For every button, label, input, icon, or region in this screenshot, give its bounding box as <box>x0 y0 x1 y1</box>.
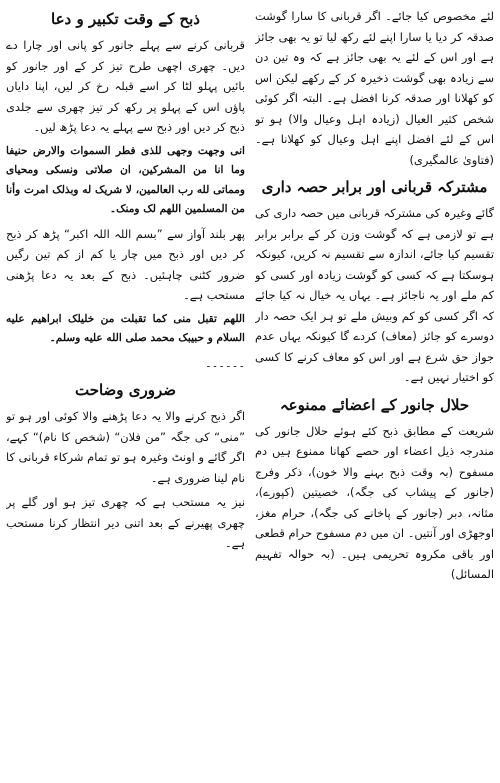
dua-before-zabh: انی وجهت وجهی للذی فطر السموات والارض حنیفا وما انا من المشرکین، ان صلاتی ونسکی ومحیای ومماتی لله رب العالمین، لا شریک له وبذلک امرت وأنا من المسلمین اللهم لک ومنک۔ <box>6 144 245 215</box>
left-column <box>6 6 245 779</box>
paragraph-name-of-owner: اگر ذبح کرنے والا یہ دعا پڑھنے والا کوئی اور ہو تو ”منی“ کی جگہ ”من فلان“ (شخص کا نام)“ کہے، اگر گائے و اونٹ وغیرہ ہو تو تمام شرکاء قربانی کا نام لینا ضروری ہے۔ <box>6 409 245 485</box>
paragraph-forbidden-parts: شریعت کے مطابق ذبح کئے ہوئے حلال جانور کی مندرجہ ذیل اعضاء اور حصے کھانا ممنوع ہیں دم مسفوح (بہ وقت ذبح بہنے والا خون)، ذکر وفرج (جانور کے پیشاب کی جگہ)، خصیتین (کپورے)، مثانہ، دبر (جانور کے پاخانے کی جگہ)، حرام مغز، اوجھڑی اور آنتیں۔ ان میں دم مسفوح حرام قطعی اور باقی مکروہ تحریمی ہیں۔ (بہ حوالہ تفہیم المسائل) <box>255 423 494 581</box>
paragraph-sharp-knife: نیز یہ مستحب ہے کہ چھری تیز ہو اور گلے پر چھری پھیرنے کے بعد اتنی دیر انتظار کرنا مستحب ہے۔ <box>6 495 245 550</box>
heading-forbidden-organs: حلال جانور کے اعضائے ممنوعہ <box>279 395 470 414</box>
paragraph-before-zabh: قربانی کرنے سے پہلے جانور کو پانی اور چارا دے دیں۔ چھری اچھی طرح تیز کر کے اور جانور کو بائیں پہلو لٹا کر اسے قبلہ رخ کر لیں، اپنا دایاں پاؤں اس کے پہلو پر رکھ کر تیز چھری سے جلدی ذبح کر دیں اور ذبح سے پہلے یہ دعا پڑھ لیں۔ <box>6 38 245 134</box>
right-column <box>255 6 494 779</box>
heading-zabh-takbeer-dua: ذبح کے وقت تکبیر و دعا <box>51 10 200 28</box>
paragraph-meat-distribution: لئے مخصوص کیا جائے۔ اگر قربانی کا سارا گوشت صدقہ کر دیا یا سارا اپنے لئے رکھ لیا تو یہ بھی جائز ہے اور اس کے لئے یہ بھی جائز ہے کہ وہ تین دن سے زیادہ بھی گوشت ذخیرہ کر کے رکھے لیکن اس کو کھلانا اور صدقہ کرنا افضل ہے۔ البتہ اگر کوئی شخص کثیر العیال (زیادہ اہل وعیال والا) ہو تو اس کے لئے افضل اپنے اہل وعیال کو کھلانا ہے۔ (فتاویٰ عالمگیری) <box>255 9 494 167</box>
heading-zaroori-wazahat: ضروری وضاحت <box>74 381 176 399</box>
dua-ellipsis: ۔۔۔۔۔۔ <box>204 355 245 370</box>
dua-after-zabh: اللهم تقبل منی کما تقبلت من خلیلک ابراهیم علیه السلام و حبیبک محمد صلی الله علیه وسلم۔ <box>6 312 245 344</box>
heading-shared-sacrifice: مشترکہ قربانی اور برابر حصہ داری <box>261 178 488 196</box>
paragraph-bismillah: پھر بلند آواز سے ”بسم اللہ اللہ اکبر“ پڑھ کر ذبح کر دیں اور ذبح میں چار یا کم از کم تین رگیں ضرور کٹنی چاہئیں۔ ذبح کے بعد یہ دعا پڑھنی مستحب ہے۔ <box>6 226 245 302</box>
paragraph-equal-shares: گائے وغیرہ کی مشترکہ قربانی میں حصہ داری کی ہے تو لازمی ہے کہ گوشت وزن کر کے برابر برابر تقسیم کیا جائے، اندازہ سے تقسیم نہ کریں، کیونکہ ہوسکتا ہے کہ کسی کو گوشت زیادہ اور کسی کو کم ملے اور یہ ناجائز ہے۔ یہاں یہ خیال نہ کیا جائے کہ اگر کسی کو کم وبیش ملے تو ہر ایک حصہ دار دوسرے کو جائز (معاف) کردے گا کیونکہ یہاں عدم جواز حق شرع ہے اور اس کو معاف کرنے کا کسی کو اختیار نہیں ہے۔ <box>255 206 494 384</box>
